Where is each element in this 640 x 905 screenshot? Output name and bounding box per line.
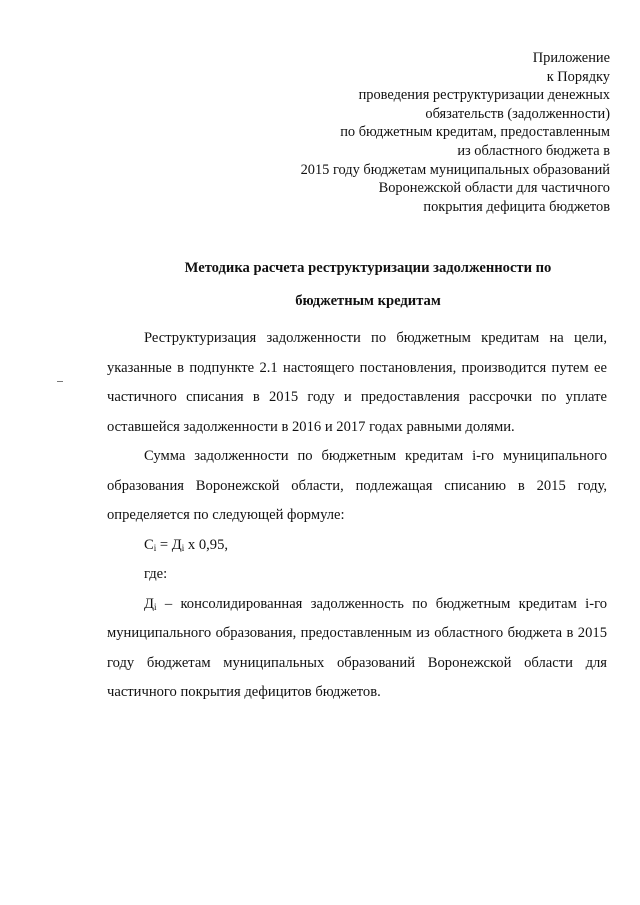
appendix-line: по бюджетным кредитам, предоставленным [340,124,610,141]
margin-mark [57,381,63,382]
appendix-line: проведения реструктуризации денежных [358,87,610,104]
paragraph-formula-intro: Сумма задолженности по бюджетным кредитам i-го муниципального образования Воронежской области, подлежащая списанию в 2015 году, определяется по следующей формуле: [107,448,607,523]
definition-text: – консолидированная задолженность по бюджетным кредитам i-го муниципального образования, предоставленным из областного бюджета в 2015 году бюджетам муниципальных образований Воронежской области для частичного покрытия дефицитов бюджетов. [107,595,607,700]
document-body [107,324,607,708]
definition-symbol: Д [144,595,154,612]
appendix-line: из областного бюджета в [457,142,610,159]
formula-left-sub: i [153,542,157,553]
document-title [140,252,596,318]
appendix-line: покрытия дефицита бюджетов [423,198,610,215]
formula-right-symbol: Д [171,536,182,553]
title-line-1: Методика расчета реструктуризации задолженности по [184,260,552,276]
where-label: где: [144,566,168,582]
definition-sub: i [153,601,157,612]
formula-right-sub: i [181,542,185,553]
appendix-header [190,49,610,216]
formula [107,531,607,561]
appendix-line: обязательств (задолженности) [425,105,610,122]
appendix-line: к Порядку [546,68,610,85]
paragraph-definition [107,590,607,708]
formula-tail: х 0,95, [184,536,229,553]
appendix-line: 2015 году бюджетам муниципальных образований [300,161,610,178]
formula-left-symbol: С [144,536,154,553]
title-line-2: бюджетным кредитам [295,293,441,309]
appendix-line: Воронежской области для частичного [378,180,610,197]
appendix-line: Приложение [532,50,610,66]
paragraph-restructuring: Реструктуризация задолженности по бюджетным кредитам на цели, указанные в подпункте 2.1 настоящего постановления, производится путем ее частичного списания в 2015 году и предоставления рассрочки по уплате оставшейся задолженности в 2016 и 2017 годах равными долями. [107,330,607,435]
formula-equals: = [156,536,172,553]
